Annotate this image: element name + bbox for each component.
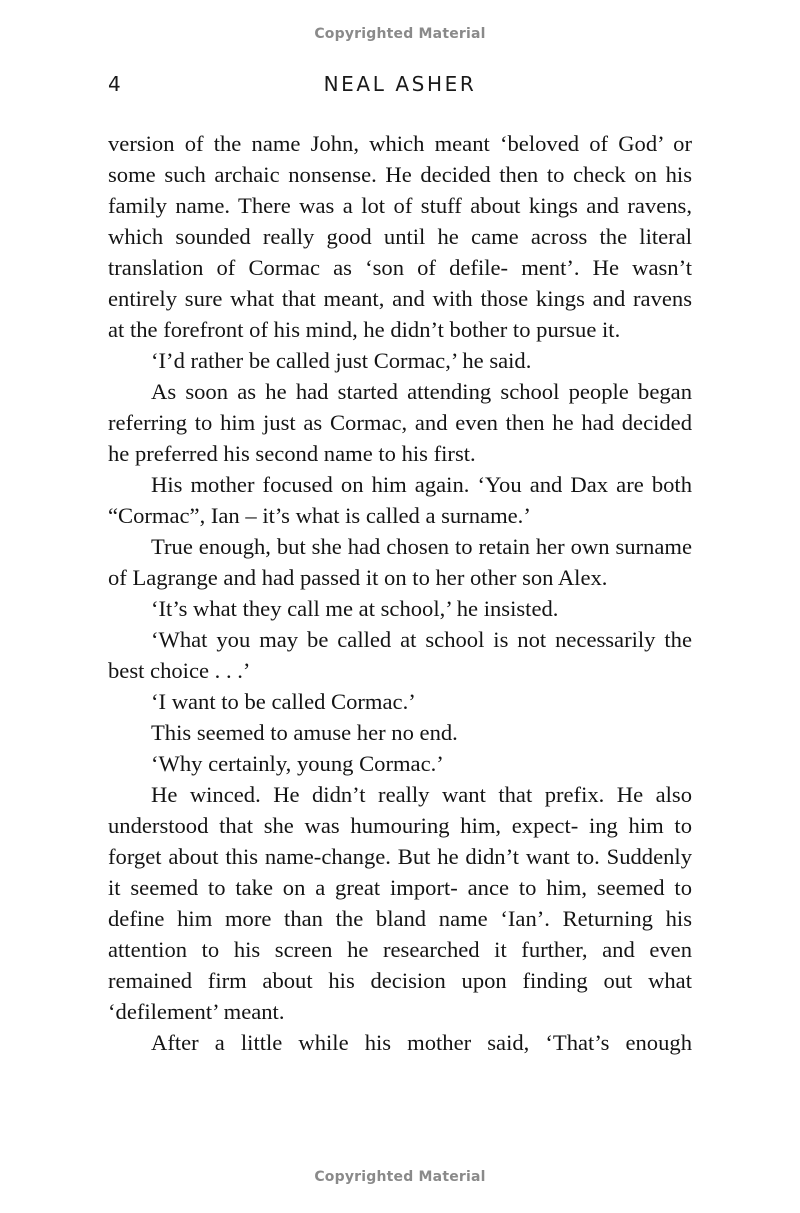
paragraph: His mother focused on him again. ‘You and Dax are both “Cormac”, Ian – it’s what is called a surname.’	[108, 472, 692, 528]
paragraph: He winced. He didn’t really want that prefix. He also understood that she was humouring him, expect- ing him to forget about this name-change. But he didn’t want to. Suddenly it seemed to take on a great import- ance to him, seemed to define him more than the bland name ‘Ian’. Returning his attention to his screen he researched it further, and even remained firm about his decision upon finding out what ‘defilement’ meant.	[108, 782, 692, 1024]
watermark-top: Copyrighted Material	[314, 26, 486, 42]
paragraph: ‘It’s what they call me at school,’ he insisted.	[151, 596, 559, 621]
paragraph: This seemed to amuse her no end.	[151, 720, 458, 745]
page-number: 4	[108, 72, 121, 96]
paragraph: ‘I’d rather be called just Cormac,’ he said.	[151, 348, 532, 373]
book-author-header: NEAL ASHER	[323, 72, 477, 96]
body-text	[108, 128, 692, 1058]
paragraph: As soon as he had started attending school people began referring to him just as Cormac, and even then he had decided he preferred his second name to his first.	[108, 379, 692, 466]
paragraph: After a little while his mother said, ‘That’s enough	[151, 1030, 692, 1055]
paragraph: ‘What you may be called at school is not necessarily the best choice . . .’	[108, 627, 692, 683]
paragraph: ‘I want to be called Cormac.’	[151, 689, 416, 714]
paragraph: version of the name John, which meant ‘beloved of God’ or some such archaic nonsense. He decided then to check on his family name. There was a lot of stuff about kings and ravens, which sounded really good until he came across the literal translation of Cormac as ‘son of defile- ment’. He wasn’t entirely sure what that meant, and with those kings and ravens at the forefront of his mind, he didn’t bother to pursue it.	[108, 131, 692, 342]
running-head	[108, 72, 692, 98]
watermark-bottom: Copyrighted Material	[314, 1169, 486, 1185]
paragraph: ‘Why certainly, young Cormac.’	[151, 751, 444, 776]
paragraph: True enough, but she had chosen to retain her own surname of Lagrange and had passed it on to her other son Alex.	[108, 534, 692, 590]
